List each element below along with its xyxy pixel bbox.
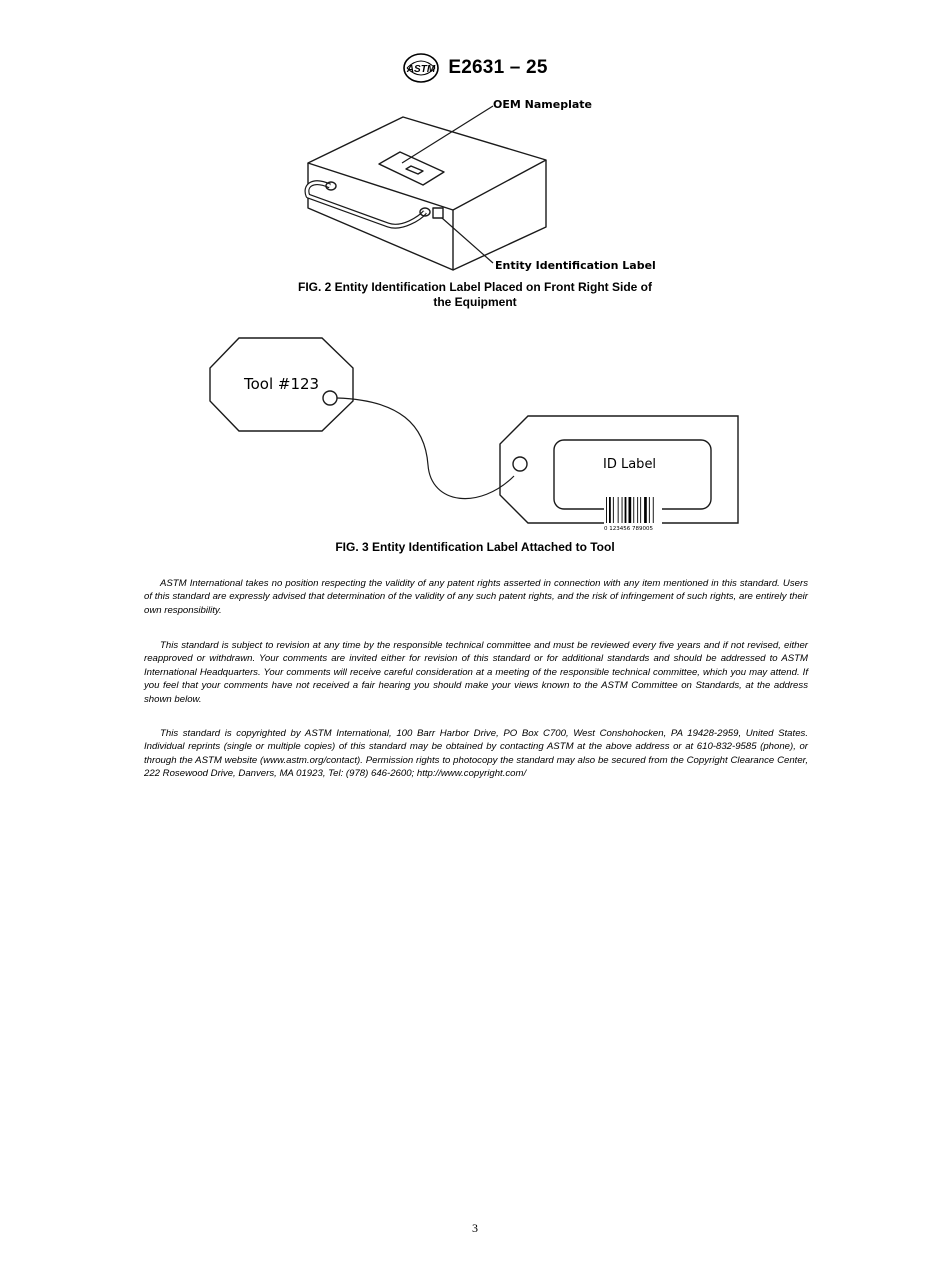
barcode-bar bbox=[637, 497, 638, 523]
oem-nameplate-callout: OEM Nameplate bbox=[493, 98, 592, 111]
astm-logo-text: ASTM bbox=[407, 64, 436, 75]
tool-tag-text: Tool #123 bbox=[244, 375, 320, 393]
box-top-face bbox=[308, 117, 546, 210]
revision-notice: This standard is subject to revision at any time by the responsible technical committee and must be reviewed every five years and if not revised, either reapproved or withdrawn. Your comments are invited either for revision of this standard or for additional standards and should be addressed to ASTM International Headquarters. Your comments will receive careful consideration at a meeting of the responsible technical committee, which you may attend. If you feel that your comments have not received a fair hearing you should make your views known to the ASTM Committee on Standards, at the address shown below. bbox=[144, 640, 808, 705]
nameplate-leader-line bbox=[402, 106, 493, 163]
box-right-face bbox=[453, 160, 546, 270]
page-header bbox=[0, 52, 950, 84]
barcode-digits: 0 123456 789005 bbox=[604, 526, 653, 532]
barcode-bar bbox=[613, 497, 614, 523]
box-front-face bbox=[308, 163, 453, 270]
barcode-bar bbox=[622, 497, 623, 523]
astm-logo-icon bbox=[402, 52, 440, 84]
id-label-text: ID Label bbox=[603, 457, 657, 472]
copyright-notice: This standard is copyrighted by ASTM International, 100 Barr Harbor Drive, PO Box C700, West Conshohocken, PA 19428-2959, United States. Individual reprints (single or multiple copies) of this standard may be obtained by contacting ASTM at the above address or at 610-832-9585 (phone), or through the ASTM website (www.astm.org/contact). Permission rights to photocopy the standard may also be secured from the Copyright Clearance Center, 222 Rosewood Drive, Danvers, MA 01923, Tel: (978) 646-2600; http://www.copyright.com/ bbox=[144, 728, 808, 780]
barcode-bar bbox=[606, 497, 607, 523]
page-number: 3 bbox=[472, 1221, 478, 1235]
id-label-hole bbox=[513, 457, 527, 471]
barcode-bar bbox=[644, 497, 647, 523]
entity-identification-label-mark bbox=[433, 208, 443, 218]
figure-3-tag-drawing bbox=[200, 330, 750, 535]
barcode-bar bbox=[629, 497, 632, 523]
barcode-bar bbox=[633, 497, 634, 523]
label-leader-line bbox=[442, 218, 493, 263]
barcode-bar bbox=[649, 497, 650, 523]
entity-label-callout: Entity Identification Label bbox=[495, 259, 656, 272]
tag-string bbox=[337, 398, 514, 499]
barcode-bar bbox=[625, 497, 627, 523]
barcode-bar bbox=[609, 497, 611, 523]
barcode-bar bbox=[653, 497, 654, 523]
figure-3-caption: FIG. 3 Entity Identification Label Attached to Tool bbox=[335, 540, 615, 554]
figure-2-caption: FIG. 2 Entity Identification Label Placed on Front Right Side of the Equipment bbox=[297, 280, 653, 309]
barcode-bar bbox=[640, 497, 641, 523]
tool-tag-hole bbox=[323, 391, 337, 405]
document-designation: E2631 – 25 bbox=[448, 57, 548, 78]
patent-notice: ASTM International takes no position respecting the validity of any patent rights asserted in connection with any item mentioned in this standard. Users of this standard are expressly advised that determination of the validity of any such patent rights, and the risk of infringement of such rights, are entirely their own responsibility. bbox=[144, 578, 808, 616]
barcode-bar bbox=[618, 497, 619, 523]
figure-2-equipment-drawing bbox=[290, 90, 660, 280]
barcode-icon bbox=[606, 497, 654, 523]
